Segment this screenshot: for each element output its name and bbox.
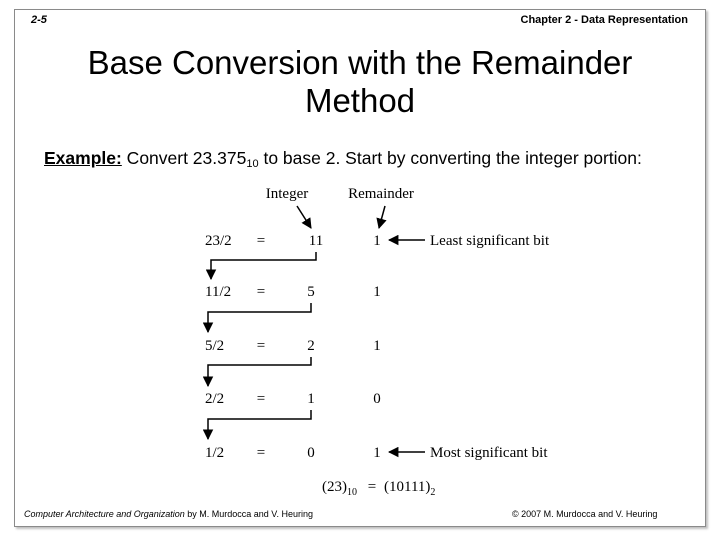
remainder-header-arrow <box>379 206 385 228</box>
row-3-equals: = <box>256 338 266 354</box>
footer-copyright: © 2007 M. Murdocca and V. Heuring <box>512 509 658 519</box>
carry-arrow-3 <box>208 357 311 386</box>
row-4-integer: 1 <box>307 391 315 407</box>
row-3-remainder: 1 <box>373 338 381 354</box>
row-5-division: 1/2 <box>205 445 225 461</box>
chapter-title: Chapter 2 - Data Representation <box>520 14 688 26</box>
example-text-before: Convert 23.375 <box>121 148 247 168</box>
row-1-note: Least significant bit <box>430 233 550 249</box>
slide-number: 2-5 <box>31 14 47 26</box>
row-5-equals: = <box>256 445 266 461</box>
carry-arrow-1 <box>211 252 316 279</box>
row-1-division: 23/2 <box>205 233 232 249</box>
integer-column-header: Integer <box>265 186 309 202</box>
carry-arrow-4 <box>208 410 311 439</box>
integer-header-arrow <box>297 206 311 228</box>
carry-arrow-2 <box>208 303 311 332</box>
footer-authors: by M. Murdocca and V. Heuring <box>184 509 313 519</box>
row-2-remainder: 1 <box>373 284 381 300</box>
result-right-subscript: 2 <box>430 487 436 498</box>
example-text-after: to base 2. Start by converting the integer portion: <box>258 148 642 168</box>
row-2-equals: = <box>256 284 266 300</box>
row-2-division: 11/2 <box>205 284 232 300</box>
row-4-equals: = <box>256 391 266 407</box>
footer-left <box>24 509 313 519</box>
result-equals: = <box>367 479 377 495</box>
row-1-integer: 11 <box>308 233 324 249</box>
result-left <box>322 479 357 498</box>
slide-title-line2: Method <box>304 82 416 119</box>
row-4-remainder: 0 <box>373 391 381 407</box>
slide-title-line1: Base Conversion with the Remainder <box>87 44 633 81</box>
row-3-integer: 2 <box>307 338 315 354</box>
row-5-remainder: 1 <box>373 445 381 461</box>
row-5-integer: 0 <box>307 445 315 461</box>
remainder-column-header: Remainder <box>348 186 414 202</box>
row-1-remainder: 1 <box>373 233 381 249</box>
footer-book-title: Computer Architecture and Organization <box>24 509 185 519</box>
row-5-note: Most significant bit <box>430 445 548 461</box>
row-3-division: 5/2 <box>205 338 225 354</box>
result-right-value: (10111) <box>384 479 431 495</box>
example-label: Example: <box>44 148 122 168</box>
result-left-value: (23) <box>322 479 347 495</box>
result-left-subscript: 10 <box>347 487 357 498</box>
row-2-integer: 5 <box>307 284 315 300</box>
result-right <box>384 479 435 498</box>
example-subscript: 10 <box>246 158 259 170</box>
row-4-division: 2/2 <box>205 391 225 407</box>
row-1-equals: = <box>256 233 266 249</box>
